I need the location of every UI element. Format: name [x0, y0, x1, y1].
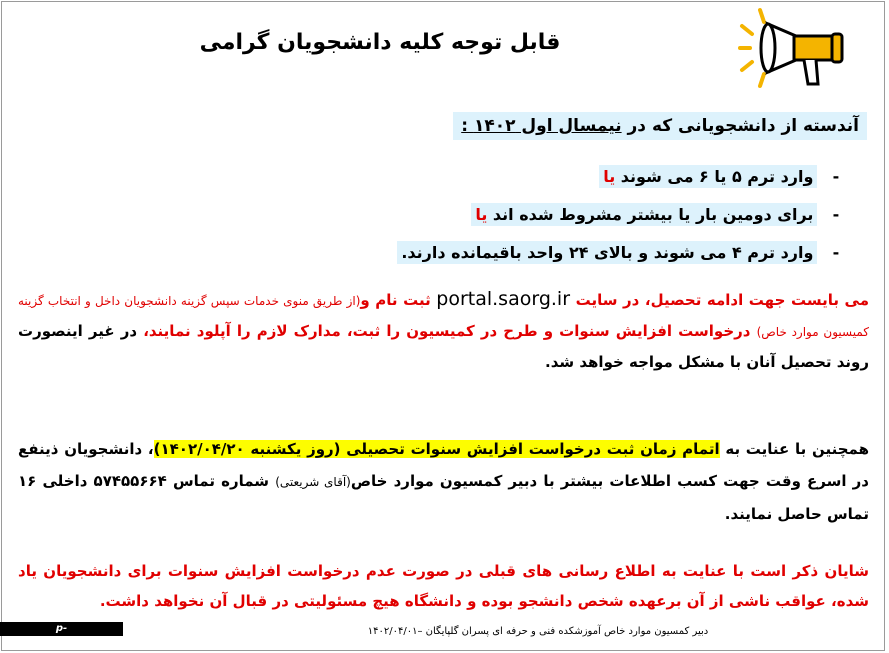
- contact-person: (آقای شریعتی): [275, 475, 351, 489]
- bullet-main: وارد ترم ۵ یا ۶ می شوند: [615, 167, 814, 186]
- bullet-or: یا: [603, 167, 616, 186]
- bullet-or: یا: [475, 205, 488, 224]
- megaphone-icon: [738, 4, 858, 94]
- bullet-main: برای دومین بار یا بیشتر مشروط شده اند: [487, 205, 814, 224]
- list-item: [397, 160, 849, 198]
- site-watermark: p-golpayegan.nus.ac.ir: [0, 622, 123, 636]
- para1-register: ثبت نام و: [360, 291, 437, 309]
- para1-menu-hint: (از طریق منوی خدمات سپس گزینه دانشجویان داخل و انتخاب گزینه کمیسیون موارد خاص): [18, 294, 869, 339]
- para2-phone: شماره تماس ۵۷۴۵۵۶۶۴ داخلی ۱۶ تماس حاصل نمایند.: [18, 472, 869, 523]
- bullet-text: [599, 165, 817, 188]
- deadline-highlight: اتمام زمان ثبت درخواست افزایش سنوات تحصیلی (روز یکشنبه ۱۴۰۲/۰۴/۲۰): [153, 440, 720, 458]
- list-item: [397, 236, 849, 274]
- condition-list: [397, 160, 849, 274]
- para1-request: درخواست افزایش سنوات و طرح در کمیسیون را ثبت، مدارک لازم را آپلود نمایند،: [143, 322, 757, 340]
- registration-paragraph: [18, 284, 869, 377]
- para1-warning: در غیر اینصورت روند تحصیل آنان با مشکل مواجه خواهد شد.: [18, 322, 869, 371]
- portal-link[interactable]: portal.saorg.ir: [436, 288, 571, 310]
- deadline-paragraph: [18, 433, 869, 530]
- footer-signature: دبیر کمسیون موارد خاص آموزشکده فنی و حرفه ای پسران گلپایگان –۱۴۰۲/۰۴/۰۱: [367, 626, 709, 637]
- bullet-text: [471, 203, 817, 226]
- bullet-text: وارد ترم ۴ می شوند و بالای ۲۴ واحد باقیمانده دارند.: [397, 241, 817, 264]
- bullet-dash: -: [832, 243, 840, 262]
- para2-intro: همچنین با عنایت به: [719, 440, 869, 458]
- list-item: [397, 198, 849, 236]
- page-title: قابل توجه کلیه دانشجویان گرامی: [199, 30, 561, 55]
- bullet-dash: -: [832, 167, 840, 186]
- heading-highlight: [453, 112, 867, 140]
- heading-underlined: نیمسال اول ۱۴۰۲ :: [461, 116, 622, 136]
- para2-body: ، دانشجویان ذینفع در اسرع وقت جهت کسب اطلاعات بیشتر با دبیر کمسیون موارد خاص: [18, 440, 869, 490]
- heading-text: آندسته از دانشجویانی که در: [621, 116, 859, 136]
- para1-intro: می بایست جهت ادامه تحصیل، در سایت: [570, 291, 869, 309]
- responsibility-paragraph: شایان ذکر است با عنایت به اطلاع رسانی های قبلی در صورت عدم درخواست افزایش سنوات برای دانشجویان یاد شده، عواقب ناشی از آن برعهده شخص دانشجو بوده و دانشگاه هیچ مسئولیتی در قبال آن نخواهد داشت.: [18, 562, 869, 610]
- bullet-dash: -: [832, 205, 840, 224]
